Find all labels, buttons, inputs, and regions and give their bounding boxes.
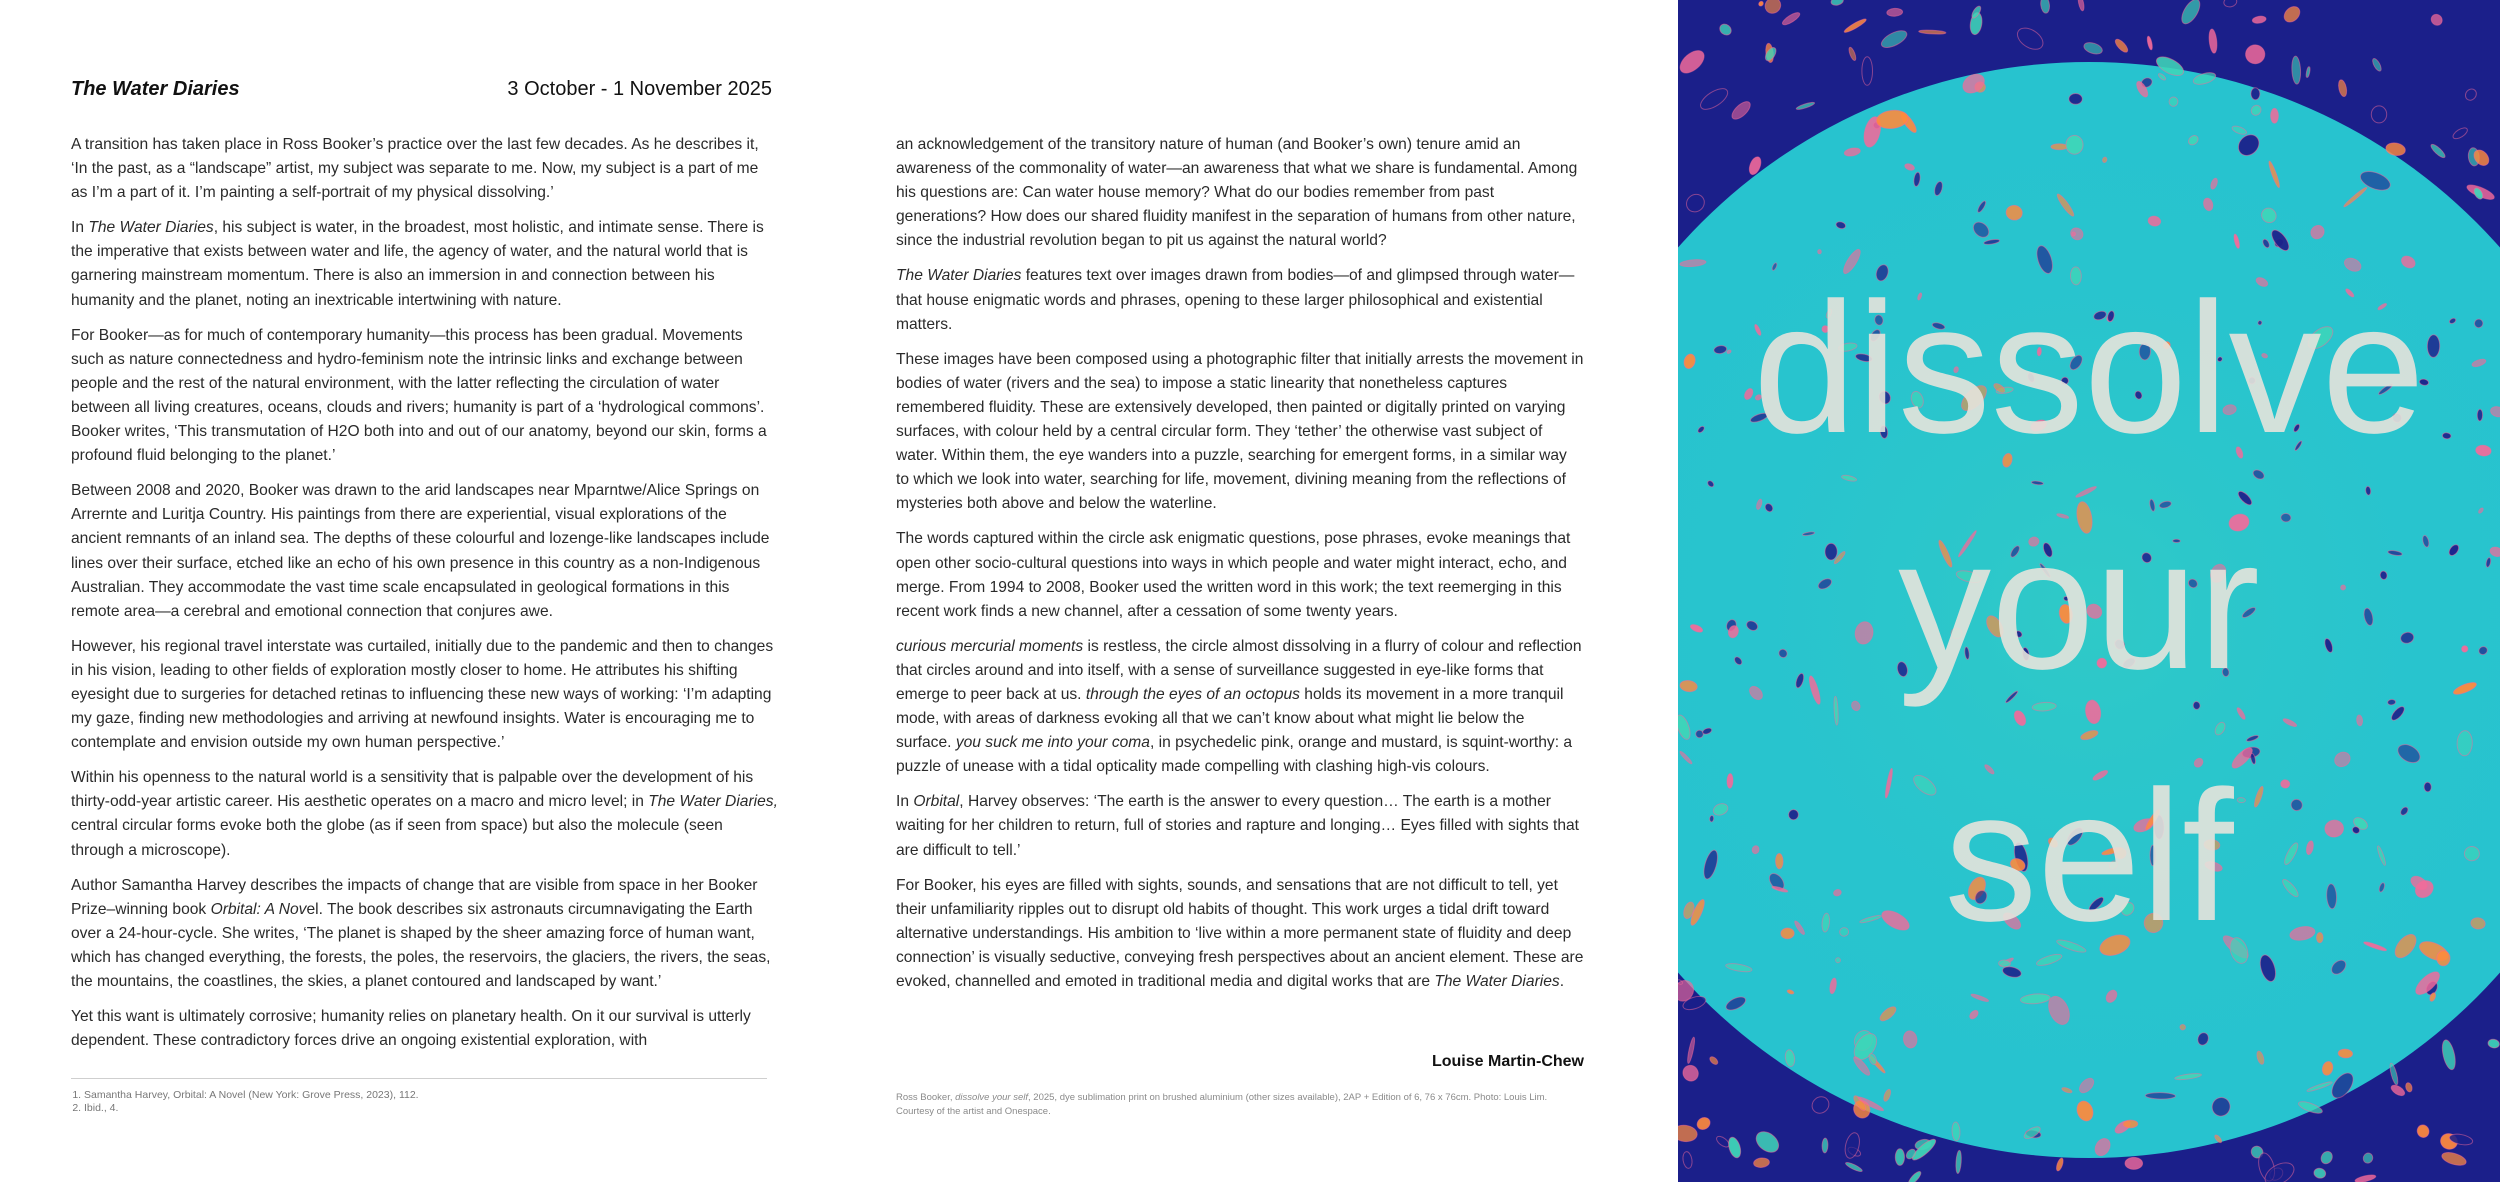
artwork-blob	[2356, 715, 2363, 726]
paragraph: The words captured within the circle ask enigmatic questions, pose phrases, evoke meanings that open other socio-cultural questions into ways in which people and water might interact, echo, and merge. From 1994 to 2008, Booker used the written word in this work; the text reemerging in this recent work finds a new channel, after a cessation of some twenty years.	[896, 530, 1571, 620]
artwork-blob	[2477, 409, 2483, 421]
artwork-blob	[2457, 730, 2473, 756]
paragraph: For Booker, his eyes are filled with sights, sounds, and sensations that are not difficult to tell, yet their unfamiliarity ripples out to disrupt old habits of thought. This work urges a tidal drift toward alternative understandings. His ambition to ‘live within a more permanent state of fluidity and deep connection’ is visually seductive, conveying fresh perspectives about an ancient element. These are evoked, channelled and emoted in traditional media and digital works that are The Water Diaries.	[896, 876, 1584, 990]
artwork-blob	[2427, 335, 2440, 358]
paragraph: These images have been composed using a photographic filter that initially arrests the movement in bodies of water (rivers and the sea) to impose a static linearity that nonetheless captures remembered fluidity. These are extensively developed, then painted or digitally printed on varying surfaces, with colour held by a central circular form. They ‘tether’ the otherwise vast subject of water. Within them, the eye wanders into a puzzle, searching for emergent forms, in a similar way to which we look into water, searching for life, movement, divining meaning from the reflections of mysteries both above and below the waterline.	[896, 350, 1584, 513]
artwork-word-self: self	[1944, 753, 2234, 960]
exhibition-dates: 3 October - 1 November 2025	[507, 78, 772, 100]
artwork-blob	[2387, 699, 2396, 705]
artwork-blob	[1709, 815, 1714, 822]
artwork-blob	[1775, 853, 1783, 869]
artwork-blob	[2271, 108, 2279, 123]
author-signature: Louise Martin-Chew	[1431, 1053, 1584, 1070]
footnote: 2. Ibid., 4.	[84, 1102, 419, 1115]
artwork-blob	[2424, 782, 2432, 792]
paragraph: The Water Diaries features text over images drawn from bodies—of and glimpsed through water—that house enigmatic words and phrases, opening to these larger philosophical and existential matters.	[896, 267, 1575, 333]
artwork-blob	[1781, 928, 1795, 939]
artwork-blob	[1817, 249, 1821, 254]
paragraph: Yet this want is ultimately corrosive; humanity relies on planetary health. On it our survival is utterly dependent. These contradictory forces drive an ongoing existential exploration, with	[71, 1008, 751, 1050]
artwork-blob	[2464, 846, 2479, 860]
document-title: The Water Diaries	[71, 78, 240, 100]
paragraph: an acknowledgement of the transitory nature of human (and Booker’s own) tenure amid an awareness of the commonality of water—an awareness that what we share is fundamental. Among his questions are: Can water house memory? What do our bodies remember from past generations? How does our shared fluidity manifest in the separation of humans from other nature, since the industrial revolution began to pit us against the natural world?	[896, 136, 1578, 250]
artwork-blob	[2437, 950, 2451, 966]
artwork-blob	[2145, 1092, 2175, 1099]
paragraph: In Orbital, Harvey observes: ‘The earth is the answer to every question… The earth is a mother waiting for her children to return, full of stories and rapture and longing… Eyes filled with sights that are difficult to tell.’	[896, 793, 1580, 859]
artwork-blob	[2371, 106, 2386, 123]
artwork-blob	[2125, 1157, 2143, 1169]
footnote: 1. Samantha Harvey, Orbital: A Novel (New York: Grove Press, 2023), 112.	[84, 1089, 419, 1102]
footnotes	[73, 1089, 419, 1115]
artwork-blob	[2365, 486, 2371, 495]
artwork-word-dissolve: dissolve	[1753, 265, 2425, 472]
artwork-image	[1678, 0, 2500, 1182]
paragraph: Between 2008 and 2020, Booker was drawn to the arid landscapes near Mparntwe/Alice Springs on Arrernte and Luritja Country. His paintings from there are experiential, visual explorations of the ancient remnants of an inland sea. The depths of these colourful and lozenge-like landscapes include lines over their surface, etched like an echo of his own presence in this country as a non-Indigenous Australian. They accommodate the vast time scale encapsulated in geological formations in this remote area—a cerebral and emotional connection that conjures awe.	[71, 482, 770, 620]
paragraph: In The Water Diaries, his subject is water, in the broadest, most holistic, and intimate sense. There is the imperative that exists between water and life, the agency of water, and the natural world that is garnering mainstream momentum. There is also an immersion in and connection between his humanity and the planet, noting an inextricable intertwining with nature.	[71, 219, 764, 309]
artwork-blob	[2051, 144, 2068, 150]
artwork-blob	[2237, 797, 2246, 803]
artwork-blob	[2066, 135, 2084, 154]
essay-column-right	[896, 133, 1584, 1005]
paragraph: For Booker—as for much of contemporary humanity—this process has been gradual. Movements such as nature connectedness and hydro-feminism note the intrinsic links and exchange between people and the rest of the natural environment, with the latter reflecting the circulation of water between all living creatures, oceans, clouds and rivers; humanity is part of a ‘hydrological commons’. Booker writes, ‘This transmutation of H2O both into and out of our anatomy, beyond our skin, forms a profound fluid belonging to the planet.’	[71, 326, 767, 465]
paragraph: A transition has taken place in Ross Booker’s practice over the last few decades. As he describes it, ‘In the past, as a “landscape” artist, my subject was separate to me. Now, my subject is a part of me as I’m a part of it. I’m painting a self-portrait of my physical dissolving.’	[71, 136, 759, 202]
artwork-blob	[1788, 809, 1798, 820]
artwork-blob	[1822, 1138, 1828, 1153]
artwork-word-your: your	[1898, 501, 2260, 708]
artwork-blob	[2317, 933, 2324, 943]
artwork-blob	[1727, 773, 1734, 788]
artwork-blob	[1998, 960, 2010, 967]
paragraph: curious mercurial moments is restless, the circle almost dissolving in a flurry of colour and reflection that circles around and into itself, with a sense of surveillance suggested in eye-like forms that emerge to peer back at us. through the eyes of an octopus holds its movement in a more tranquil mode, with areas of darkness evoking all that we can’t know about what might lie below the surface. you suck me into your coma, in psychedelic pink, orange and mustard, is squint-worthy: a puzzle of unease with a tidal opticality made compelling with clashing high-vis colours.	[896, 637, 1582, 776]
artwork-caption: Ross Booker, dissolve your self, 2025, dye sublimation print on brushed aluminium (other sizes available), 2AP + Edition of 6, 76 x 76cm. Photo: Louis Lim. Courtesy of the artist and Onespace.	[896, 1092, 1548, 1117]
artwork-blob	[2251, 88, 2260, 100]
paragraph: However, his regional travel interstate was curtailed, initially due to the pandemic and then to changes in his vision, leading to other fields of exploration mostly closer to home. He attributes his shifting eyesight due to surgeries for detached retinas to influencing these new ways of working: ‘I’m adapting my gaze, finding new methodologies and arriving at newfound insights. Water is encouraging me to contemplate and envision outside my own human perspective.’	[71, 637, 774, 752]
artwork-blob	[1895, 1149, 1904, 1166]
footnote-divider	[71, 1078, 767, 1079]
artwork-blob	[1862, 57, 1873, 86]
essay-column-left	[71, 133, 779, 1064]
paragraph: Within his openness to the natural world is a sensitivity that is palpable over the development of his thirty-odd-year artistic career. His aesthetic operates on a macro and micro level; in The Water Diaries, central circular forms evoke both the globe (as if seen from space) but also the molecule (seen through a microscope).	[71, 769, 778, 859]
artwork-blob	[1835, 957, 1841, 963]
artwork-blob	[2280, 779, 2290, 788]
artwork-blob	[2442, 432, 2451, 439]
artwork-blob	[2069, 94, 2082, 105]
artwork-blob	[2123, 1120, 2138, 1128]
artwork-blob	[1825, 543, 1837, 560]
paragraph: Author Samantha Harvey describes the impacts of change that are visible from space in her Booker Prize–winning book Orbital: A Novel. The book describes six astronauts circumnavigating the Earth over a 24-hour-cycle. She writes, ‘The planet is shaped by the sheer amazing force of human want, which has changed everything, the forests, the poles, the reservoirs, the glaciers, the rivers, the seas, the mountains, the coastlines, the skies, a planet contoured and landscaped by want.’	[71, 876, 771, 990]
